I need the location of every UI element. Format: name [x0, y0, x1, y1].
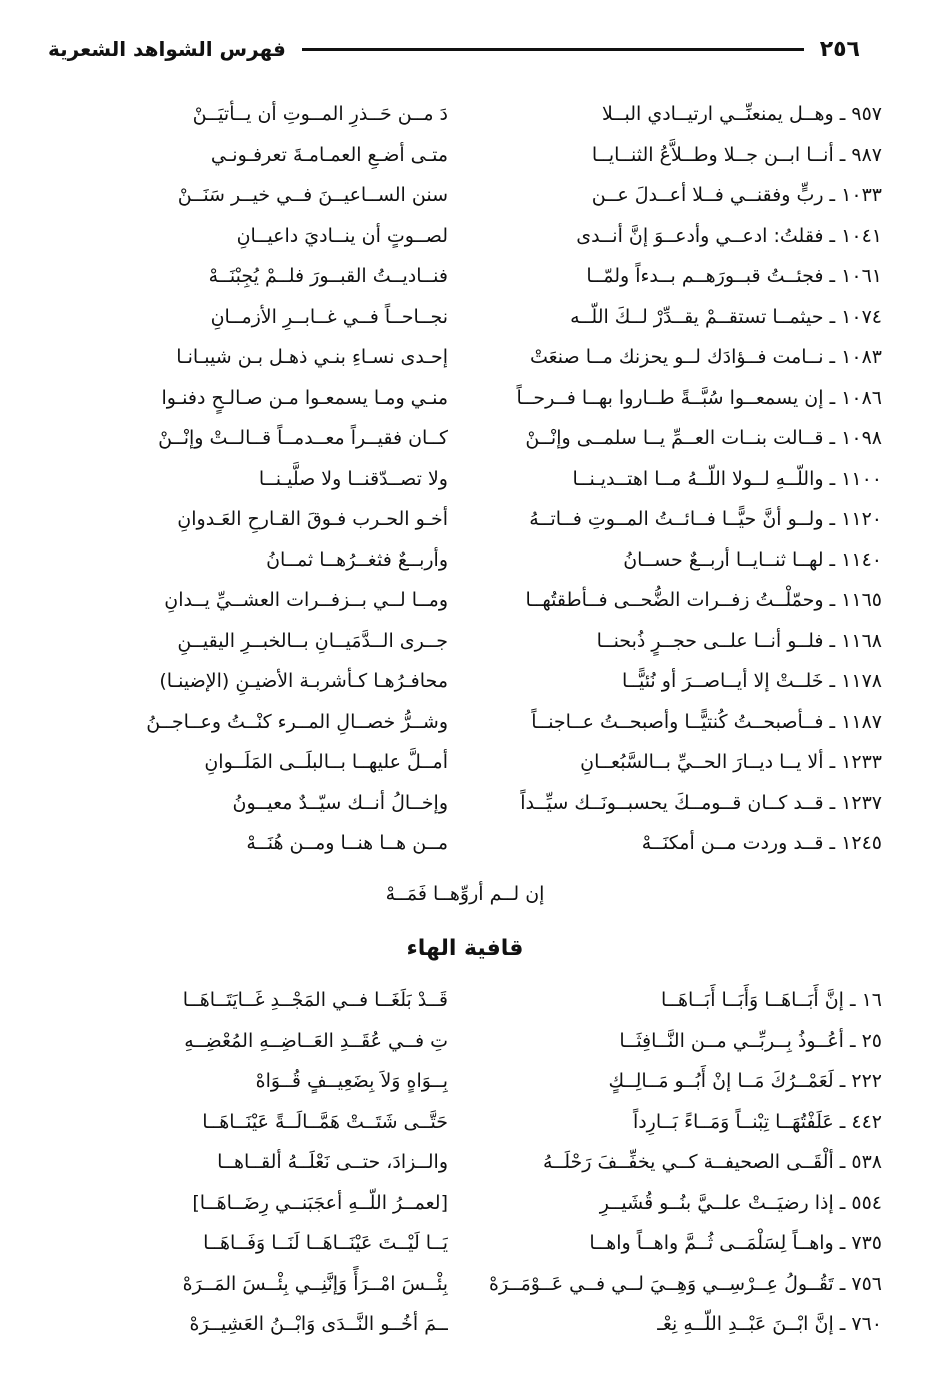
verse-first-half: ١١٦٨ ـ فلــو أنــا علــى حجــرٍ ذُبحنــا — [596, 629, 882, 652]
verse-row — [48, 580, 882, 621]
verse-second-half: سنن الســاعيــنَ فــي خيــر سَنَــنْ — [177, 184, 448, 206]
verse-second-half: يَــا لَيْــتَ عَيْنَــاهَــا لَنَــا وَفَــاهَــا — [203, 1232, 448, 1254]
verse-second-half: مــن هــا هنــا ومــن هُنَــهْ — [246, 832, 448, 854]
verse-first-half: ٩٥٧ ـ وهــل يمنعنِّــي ارتيــادي البــلا — [602, 103, 882, 125]
verse-first-half: ٧٣٥ ـ واهــاً لِسَلْمَــى ثُــمَّ واهــاً واهــا — [589, 1232, 882, 1254]
verse-row — [48, 94, 882, 135]
verse-row — [48, 378, 882, 419]
verse-second-half: أمــلَّ عليهــا بــالبلَــى المَلَــوانِ — [204, 751, 448, 773]
verse-second-half: حَتَّــى شَتَــتْ هَمَّــالَــةً عَيْنَــاهَــا — [202, 1110, 448, 1133]
verse-first-half: ١١٨٧ ـ فــأصبحــتُ كُنتيًّــا وأصبحــتُ عــاجنــاً — [531, 710, 882, 733]
verse-row — [48, 823, 882, 864]
verse-row — [48, 1183, 882, 1224]
verse-first-half: ٧٦٠ ـ إنَّ ابْــنَ عَبْــدِ اللّــهِ نِعْـ — [657, 1313, 882, 1335]
verse-list-nun — [48, 94, 882, 864]
verse-first-half: ١١٠٠ ـ واللّــهِ لــولا اللّــهُ مــا اهتــديـنــا — [572, 467, 882, 490]
verse-second-half: فنــاديــتُ القبــورَ فلــمْ يُجِبْنَــهْ — [208, 265, 448, 287]
verse-first-half: ٩٨٧ ـ أنــا ابــن جــلا وطــلاَّعُ الثنــايــا — [591, 143, 882, 166]
verse-row — [48, 216, 882, 257]
verse-second-half: ــمَ أخُــو النَّــدَى وَابْــنُ العَشِيــرَهْ — [189, 1313, 448, 1335]
verse-row — [48, 742, 882, 783]
verse-second-half: وأربــعٌ فثغــرُهــا ثمــانُ — [266, 548, 448, 571]
verse-row — [48, 1304, 882, 1345]
verse-first-half: ١٢٣٣ ـ ألا يــا ديــارَ الحــيِّ بــالسَّبُعــانِ — [580, 751, 882, 773]
section-heading: قافية الهاء — [406, 936, 524, 961]
verse-first-half: ١٦ ـ إنَّ أَبَــاهَــا وَأَبَــا أَبَــاهَــا — [661, 989, 882, 1011]
verse-row — [48, 621, 882, 662]
verse-first-half: ١٢٣٧ ـ قــد كــان قــومــكَ يحسبــونَــك سيِّــداً — [520, 791, 882, 814]
page-header — [48, 26, 860, 72]
verse-first-half: ١٠٩٨ ـ قــالت بنــات العــمِّ يــا سلمــى وإنْــنْ — [525, 427, 882, 449]
verse-row — [48, 337, 882, 378]
verse-row — [48, 661, 882, 702]
verse-first-half: ١٠٦١ ـ فجئــتُ قبــورَهــم بــدءاً ولمّــا — [586, 265, 882, 287]
verse-row — [48, 459, 882, 500]
verse-second-half: ولا تصــدّقنــا ولا صلَّيـنــا — [258, 467, 448, 490]
verse-first-half: ٥٣٨ ـ ألْقَــى الصحيفــة كــي يخفِّــفَ رَحْلَــهُ — [542, 1151, 882, 1173]
verse-row — [48, 1142, 882, 1183]
verse-row — [48, 540, 882, 581]
verse-row — [48, 297, 882, 338]
verse-second-half: بِئْــسَ امْــرَأً وَإنَّنِــي بِئْــسَ المَــرَهْ — [182, 1272, 448, 1295]
verse-first-half: ١١٦٥ ـ وحمّلْــتُ زفــرات الضُّحــى فــأطقتُهــا — [525, 589, 882, 611]
verse-row — [48, 175, 882, 216]
verse-second-half: أخـو الحـرب فـوقَ القـارحِ العَـدوانِ — [177, 508, 448, 530]
verse-first-half: ١٢٤٥ ـ قــد وردت مــن أمكنَــهْ — [641, 832, 882, 854]
verse-row — [48, 980, 882, 1021]
verse-row — [48, 783, 882, 824]
verse-row — [48, 418, 882, 459]
verse-first-half: ١٠٨٣ ـ نــامت فــؤادَك لــو يحزنك مــا صنعَتْ — [529, 346, 882, 368]
verse-first-half: ١٠٤١ ـ فقلتُ: ادعــي وأدعــوَ إنَّ أنــدى — [576, 224, 882, 247]
verse-first-half: ٧٥٦ ـ تَقُــولُ عِــرْسِــي وَهِــيَ لــي فــي عَــوْمَــرَهْ — [489, 1272, 882, 1295]
verse-second-half: كــان فقيــراً معــدمــاً قــالــتْ وإنْــنْ — [158, 427, 448, 449]
verse-second-half: إحـدى نسـاءِ بنـي ذهـل بـن شيبـانـا — [176, 346, 448, 368]
verse-second-half: ومــا لــي بــزفــرات العشــيِّ يــدانِ — [164, 589, 448, 611]
verse-second-half: متـى أضـعِ العمـامـةَ تعرفـونـي — [210, 143, 448, 166]
verse-first-half: ١٠٧٤ ـ حيثمــا تستقــمْ يقــدِّرْ لــكَ اللّــه — [570, 305, 882, 328]
verse-row — [48, 135, 882, 176]
verse-first-half: ٢٢٢ ـ لَعَمْــرُكَ مَــا إنْ أَبُــو مَــالِــكٍ — [608, 1070, 882, 1092]
verse-second-half: بِــوَاهٍ وَلاَ بِضَعِيــفٍ قُــوَاهْ — [255, 1070, 448, 1092]
verse-second-half: محافـرُهـا كـأشربـة الأضيـنِ (الإضينـا) — [159, 670, 448, 692]
verse-second-half: نجــاحــاً فــي غــابــرِ الأزمــانِ — [210, 305, 448, 328]
verse-first-half: ١١٧٨ ـ خَلــتْ إلا أيــاصــرَ أو نُئيًّــا — [622, 670, 882, 692]
verse-second-half: وشــرُّ خصــالِ المــرء كنْــتُ وعــاجــنُ — [146, 710, 448, 733]
verse-row — [48, 499, 882, 540]
verse-row — [48, 1021, 882, 1062]
verse-second-half: منـي ومـا يسمعـوا مـن صـالـحٍ دفنـوا — [161, 386, 448, 409]
running-title: فهرس الشواهد الشعرية — [48, 37, 286, 61]
verse-second-half: [لعمــرُ اللّــهِ أعجَبَنــي رِضَــاهَــا] — [192, 1191, 448, 1214]
verse-first-half: ١٠٨٦ ـ إن يسمعــوا سُبَّــةً طــاروا بهــا فــرحــاً — [516, 386, 882, 409]
verse-first-half: ٤٤٢ ـ عَلَفْتُهَــا تِبْنــاً وَمَــاءً بَــارِداً — [632, 1110, 882, 1133]
verse-row — [48, 1061, 882, 1102]
header-rule — [302, 48, 804, 51]
verse-row — [48, 1223, 882, 1264]
verse-second-half: دَ مــن حَــذرِ المــوتِ أن يــأتيَــنْ — [192, 103, 448, 125]
verse-second-half: جــرى الــدَّمَيــانِ بــالخبــرِ اليقيــنِ — [177, 629, 448, 652]
verse-second-half: والــزادَ، حتــى نَعْلَــهُ ألقــاهــا — [217, 1151, 448, 1173]
verse-first-half: ٥٥٤ ـ إذا رضيَــتْ علــيَّ بنُــو قُشَيــرِ — [599, 1191, 882, 1214]
verse-second-half: قَــدْ بَلَغَــا فــي المَجْــدِ غَــايَتَــاهَــا — [182, 989, 448, 1011]
page-number: ٢٥٦ — [819, 36, 860, 62]
centered-verse: إن لــم أروِّهــا فَمَــهْ — [385, 883, 545, 905]
verse-first-half: ١١٢٠ ـ ولــو أنَّ حيًّــا فــائــتُ المــوتِ فــاتــهُ — [529, 508, 882, 530]
verse-row — [48, 256, 882, 297]
verse-first-half: ٢٥ ـ أعُــوذُ بِــربِّــي مــن النَّــافِثَــا — [619, 1029, 882, 1052]
verse-first-half: ١١٤٠ ـ لهــا ثنــايــا أربــعٌ حســانُ — [623, 548, 882, 571]
verse-second-half: وإخــالُ أنــك سيّــدٌ معيــونُ — [232, 791, 448, 814]
verse-second-half: تِ فــي عُقَــدِ العَــاضِــهِ المُعْضِــهِ — [184, 1029, 448, 1052]
verse-second-half: لصــوتٍ أن ينــاديَ داعيــانِ — [236, 224, 448, 247]
verse-row — [48, 1102, 882, 1143]
verse-row — [48, 702, 882, 743]
verse-first-half: ١٠٣٣ ـ ربٍّ وفقنــي فــلا أعــدلَ عــن — [591, 184, 882, 206]
verse-list-ha — [48, 980, 882, 1345]
verse-row — [48, 1264, 882, 1305]
